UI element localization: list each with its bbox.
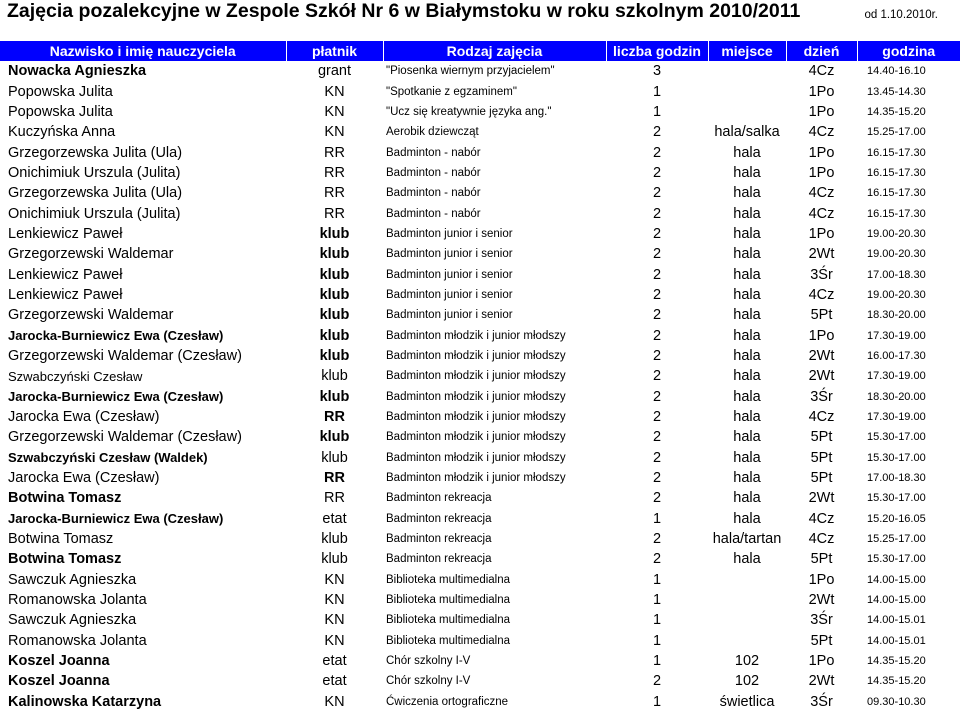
column-header-day: dzień bbox=[786, 41, 857, 61]
payer: RR bbox=[324, 185, 345, 202]
place: hala bbox=[733, 246, 761, 263]
time: 14.00-15.00 bbox=[867, 573, 926, 586]
place: 102 bbox=[734, 673, 760, 690]
time: 15.30-17.00 bbox=[867, 492, 926, 505]
payer: RR bbox=[324, 205, 345, 222]
payer: klub bbox=[321, 551, 348, 568]
hours: 1 bbox=[652, 592, 662, 609]
hours: 2 bbox=[652, 205, 662, 222]
place: hala bbox=[733, 551, 761, 568]
teacher-name: Lenkiewicz Paweł bbox=[8, 266, 123, 283]
hours: 3 bbox=[652, 63, 662, 80]
payer: klub bbox=[321, 368, 348, 385]
day: 1Po bbox=[808, 164, 835, 181]
time: 19.00-20.30 bbox=[867, 227, 926, 240]
teacher-name: Botwina Tomasz bbox=[8, 551, 122, 568]
teacher-name: Jarocka-Burniewicz Ewa (Czesław) bbox=[8, 328, 224, 344]
activity: Badminton junior i senior bbox=[386, 288, 513, 301]
day: 1Po bbox=[808, 103, 835, 120]
day: 1Po bbox=[808, 144, 835, 161]
payer: klub bbox=[319, 225, 350, 242]
teacher-name: Sawczuk Agnieszka bbox=[8, 571, 137, 588]
hours: 2 bbox=[652, 531, 662, 548]
activity: Biblioteka multimedialna bbox=[386, 594, 511, 607]
place: hala bbox=[733, 470, 761, 487]
teacher-name: Popowska Julita bbox=[8, 103, 113, 120]
place: hala bbox=[733, 327, 761, 344]
column-header-hours: liczba godzin bbox=[606, 41, 708, 61]
time: 19.00-20.30 bbox=[867, 248, 926, 261]
time: 17.30-19.00 bbox=[867, 370, 926, 383]
payer: KN bbox=[324, 612, 345, 629]
place: hala bbox=[733, 286, 761, 303]
time: 14.35-15.20 bbox=[867, 675, 926, 688]
table-row bbox=[0, 570, 960, 590]
activity: Badminton rekreacja bbox=[386, 533, 492, 546]
time: 14.35-15.20 bbox=[867, 655, 926, 668]
teacher-name: Szwabczyński Czesław (Waldek) bbox=[8, 450, 208, 466]
time: 15.25-17.00 bbox=[867, 533, 926, 546]
payer: klub bbox=[319, 388, 350, 405]
activity: Badminton młodzik i junior młodszy bbox=[386, 451, 566, 464]
time: 16.15-17.30 bbox=[867, 207, 926, 220]
day: 2Wt bbox=[808, 368, 835, 385]
column-header-activity: Rodzaj zajęcia bbox=[383, 41, 606, 61]
place: hala bbox=[733, 368, 761, 385]
place bbox=[708, 61, 786, 81]
teacher-name: Koszel Joanna bbox=[8, 673, 110, 690]
table-row bbox=[0, 305, 960, 325]
activity: Badminton młodzik i junior młodszy bbox=[386, 411, 566, 424]
table-row bbox=[0, 651, 960, 671]
activity: Chór szkolny I-V bbox=[386, 655, 471, 668]
day: 5Pt bbox=[810, 307, 833, 324]
payer: klub bbox=[319, 246, 350, 263]
day: 5Pt bbox=[810, 632, 833, 649]
day: 5Pt bbox=[810, 449, 833, 466]
place bbox=[708, 570, 786, 590]
activity: "Ucz się kreatywnie języka ang." bbox=[386, 105, 552, 118]
payer: KN bbox=[324, 592, 345, 609]
hours: 2 bbox=[652, 266, 662, 283]
teacher-name: Grzegorzewski Waldemar (Czesław) bbox=[8, 429, 242, 446]
teacher-name: Szwabczyński Czesław bbox=[8, 368, 143, 384]
table-row bbox=[0, 529, 960, 549]
table-row bbox=[0, 122, 960, 142]
table-row bbox=[0, 671, 960, 691]
payer: etat bbox=[322, 653, 347, 670]
table-row bbox=[0, 81, 960, 101]
column-header-teacher: Nazwisko i imię nauczyciela bbox=[0, 41, 286, 61]
hours: 1 bbox=[652, 103, 662, 120]
table-row bbox=[0, 224, 960, 244]
teacher-name: Grzegorzewska Julita (Ula) bbox=[8, 185, 183, 202]
hours: 2 bbox=[652, 225, 662, 242]
table-row bbox=[0, 163, 960, 183]
valid-from-date: od 1.10.2010r. bbox=[864, 9, 938, 21]
hours: 2 bbox=[652, 368, 662, 385]
teacher-name: Jarocka Ewa (Czesław) bbox=[8, 409, 160, 426]
teacher-name: Nowacka Agnieszka bbox=[8, 63, 147, 80]
time: 17.30-19.00 bbox=[867, 329, 926, 342]
activity: Badminton młodzik i junior młodszy bbox=[386, 349, 566, 362]
table-row bbox=[0, 509, 960, 529]
payer: RR bbox=[324, 490, 345, 507]
day: 4Cz bbox=[808, 409, 835, 426]
day: 4Cz bbox=[808, 531, 835, 548]
table-row bbox=[0, 203, 960, 223]
activity: Badminton rekreacja bbox=[386, 492, 492, 505]
place: hala bbox=[733, 164, 761, 181]
time: 16.15-17.30 bbox=[867, 187, 926, 200]
activity: Badminton - nabór bbox=[386, 166, 481, 179]
day: 1Po bbox=[808, 225, 835, 242]
day: 2Wt bbox=[808, 592, 835, 609]
activity: Badminton młodzik i junior młodszy bbox=[386, 329, 566, 342]
activity: Badminton młodzik i junior młodszy bbox=[386, 431, 566, 444]
activity: Biblioteka multimedialna bbox=[386, 614, 511, 627]
place bbox=[708, 631, 786, 651]
day: 1Po bbox=[808, 653, 835, 670]
teacher-name: Sawczuk Agnieszka bbox=[8, 612, 137, 629]
activity: Aerobik dziewcząt bbox=[386, 126, 479, 139]
time: 17.00-18.30 bbox=[867, 268, 926, 281]
day: 4Cz bbox=[808, 63, 835, 80]
activity: "Piosenka wiernym przyjacielem" bbox=[386, 65, 555, 78]
header-row bbox=[0, 41, 960, 61]
payer: klub bbox=[319, 327, 350, 344]
hours: 1 bbox=[652, 571, 662, 588]
day: 4Cz bbox=[808, 185, 835, 202]
activity: Badminton młodzik i junior młodszy bbox=[386, 390, 566, 403]
place bbox=[708, 610, 786, 630]
table-row bbox=[0, 427, 960, 447]
hours: 2 bbox=[652, 286, 662, 303]
place: 102 bbox=[734, 653, 760, 670]
hours: 2 bbox=[652, 490, 662, 507]
time: 14.35-15.20 bbox=[867, 105, 926, 118]
time: 18.30-20.00 bbox=[867, 390, 926, 403]
teacher-name: Botwina Tomasz bbox=[8, 531, 114, 548]
time: 15.30-17.00 bbox=[867, 431, 926, 444]
activity: Badminton junior i senior bbox=[386, 268, 513, 281]
activity: Badminton junior i senior bbox=[386, 227, 513, 240]
payer: grant bbox=[317, 63, 352, 80]
table-row bbox=[0, 448, 960, 468]
payer: klub bbox=[319, 266, 350, 283]
activity: Chór szkolny I-V bbox=[386, 675, 471, 688]
payer: RR bbox=[324, 144, 345, 161]
time: 16.15-17.30 bbox=[867, 146, 926, 159]
time: 15.30-17.00 bbox=[867, 553, 926, 566]
payer: RR bbox=[324, 164, 345, 181]
payer: KN bbox=[324, 124, 345, 141]
table-row bbox=[0, 244, 960, 264]
place: hala bbox=[733, 185, 761, 202]
activity: Badminton - nabór bbox=[386, 146, 481, 159]
day: 3Śr bbox=[810, 266, 833, 283]
day: 3Śr bbox=[810, 693, 833, 710]
day: 2Wt bbox=[808, 673, 835, 690]
table-row bbox=[0, 631, 960, 651]
teacher-name: Grzegorzewski Waldemar bbox=[8, 307, 174, 324]
place: hala bbox=[733, 307, 761, 324]
hours: 2 bbox=[652, 164, 662, 181]
column-header-time: godzina bbox=[857, 41, 960, 61]
teacher-name: Lenkiewicz Paweł bbox=[8, 286, 123, 303]
hours: 2 bbox=[652, 144, 662, 161]
table-row bbox=[0, 366, 960, 386]
time: 17.00-18.30 bbox=[867, 472, 926, 485]
table-row bbox=[0, 183, 960, 203]
place bbox=[708, 81, 786, 101]
table-row bbox=[0, 325, 960, 345]
teacher-name: Popowska Julita bbox=[8, 83, 113, 100]
teacher-name: Jarocka-Burniewicz Ewa (Czesław) bbox=[8, 511, 224, 527]
payer: KN bbox=[324, 83, 345, 100]
day: 2Wt bbox=[808, 490, 835, 507]
activity: Badminton junior i senior bbox=[386, 248, 513, 261]
time: 09.30-10.30 bbox=[867, 695, 926, 708]
day: 1Po bbox=[808, 83, 835, 100]
time: 16.15-17.30 bbox=[867, 166, 926, 179]
teacher-name: Grzegorzewski Waldemar (Czesław) bbox=[8, 347, 242, 364]
place bbox=[708, 102, 786, 122]
payer: etat bbox=[322, 510, 347, 527]
time: 18.30-20.00 bbox=[867, 309, 926, 322]
time: 13.45-14.30 bbox=[867, 85, 926, 98]
payer: KN bbox=[324, 693, 345, 710]
activity: Badminton - nabór bbox=[386, 187, 481, 200]
table-row bbox=[0, 549, 960, 569]
place: hala bbox=[733, 449, 761, 466]
table-row bbox=[0, 468, 960, 488]
hours: 2 bbox=[652, 409, 662, 426]
place: hala bbox=[733, 510, 761, 527]
hours: 2 bbox=[652, 388, 662, 405]
day: 5Pt bbox=[810, 551, 833, 568]
teacher-name: Grzegorzewski Waldemar bbox=[8, 246, 174, 263]
day: 4Cz bbox=[808, 124, 835, 141]
page-title: Zajęcia pozalekcyjne w Zespole Szkół Nr 6 w Białymstoku w roku szkolnym 2010/2011 bbox=[7, 0, 801, 22]
time: 15.20-16.05 bbox=[867, 512, 926, 525]
payer: klub bbox=[319, 429, 350, 446]
activity: Biblioteka multimedialna bbox=[386, 634, 511, 647]
payer: RR bbox=[324, 470, 345, 487]
place bbox=[708, 590, 786, 610]
table-row bbox=[0, 346, 960, 366]
activity: Badminton rekreacja bbox=[386, 512, 492, 525]
table-row bbox=[0, 407, 960, 427]
place: hala bbox=[733, 266, 761, 283]
teacher-name: Kuczyńska Anna bbox=[8, 124, 116, 141]
hours: 2 bbox=[652, 347, 662, 364]
time: 14.00-15.01 bbox=[867, 634, 926, 647]
time: 15.25-17.00 bbox=[867, 126, 926, 139]
day: 1Po bbox=[808, 327, 835, 344]
activity: "Spotkanie z egzaminem" bbox=[386, 85, 517, 98]
day: 5Pt bbox=[810, 470, 833, 487]
hours: 2 bbox=[652, 246, 662, 263]
time: 19.00-20.30 bbox=[867, 288, 926, 301]
payer: klub bbox=[319, 347, 350, 364]
payer: klub bbox=[319, 286, 350, 303]
day: 5Pt bbox=[810, 429, 833, 446]
table-row bbox=[0, 488, 960, 508]
activity: Biblioteka multimedialna bbox=[386, 573, 511, 586]
table-row bbox=[0, 590, 960, 610]
day: 3Śr bbox=[810, 388, 833, 405]
teacher-name: Lenkiewicz Paweł bbox=[8, 225, 123, 242]
day: 4Cz bbox=[808, 510, 835, 527]
teacher-name: Romanowska Jolanta bbox=[8, 592, 147, 609]
payer: KN bbox=[324, 571, 345, 588]
teacher-name: Grzegorzewska Julita (Ula) bbox=[8, 144, 183, 161]
place: hala bbox=[733, 205, 761, 222]
payer: KN bbox=[324, 103, 345, 120]
table-row bbox=[0, 142, 960, 162]
hours: 2 bbox=[652, 185, 662, 202]
activity: Badminton młodzik i junior młodszy bbox=[386, 472, 566, 485]
hours: 2 bbox=[652, 429, 662, 446]
hours: 1 bbox=[652, 632, 662, 649]
teacher-name: Jarocka Ewa (Czesław) bbox=[8, 470, 160, 487]
table-row bbox=[0, 610, 960, 630]
time: 15.30-17.00 bbox=[867, 451, 926, 464]
place: hala bbox=[733, 144, 761, 161]
payer: KN bbox=[324, 632, 345, 649]
table-row bbox=[0, 264, 960, 284]
payer: klub bbox=[321, 449, 348, 466]
teacher-name: Kalinowska Katarzyna bbox=[8, 693, 162, 710]
place: hala bbox=[733, 347, 761, 364]
time: 14.40-16.10 bbox=[867, 65, 926, 78]
hours: 2 bbox=[652, 124, 662, 141]
time: 17.30-19.00 bbox=[867, 411, 926, 424]
hours: 2 bbox=[652, 327, 662, 344]
hours: 2 bbox=[652, 449, 662, 466]
hours: 1 bbox=[652, 510, 662, 527]
place: hala bbox=[733, 429, 761, 446]
payer: RR bbox=[324, 409, 345, 426]
day: 1Po bbox=[808, 571, 835, 588]
place: hala/tartan bbox=[712, 531, 782, 548]
payer: klub bbox=[319, 307, 350, 324]
payer: etat bbox=[322, 673, 347, 690]
activity: Badminton młodzik i junior młodszy bbox=[386, 370, 566, 383]
time: 14.00-15.01 bbox=[867, 614, 926, 627]
place: hala/salka bbox=[714, 124, 780, 141]
place: hala bbox=[733, 388, 761, 405]
place: świetlica bbox=[719, 693, 775, 710]
day: 2Wt bbox=[808, 246, 835, 263]
hours: 1 bbox=[652, 612, 662, 629]
teacher-name: Koszel Joanna bbox=[8, 653, 110, 670]
hours: 1 bbox=[652, 693, 662, 710]
teacher-name: Jarocka-Burniewicz Ewa (Czesław) bbox=[8, 389, 224, 405]
schedule-table bbox=[0, 41, 960, 712]
hours: 2 bbox=[652, 673, 662, 690]
time: 14.00-15.00 bbox=[867, 594, 926, 607]
place: hala bbox=[733, 409, 761, 426]
teacher-name: Onichimiuk Urszula (Julita) bbox=[8, 164, 181, 181]
activity: Ćwiczenia ortograficzne bbox=[386, 695, 509, 708]
day: 3Śr bbox=[810, 612, 833, 629]
activity: Badminton rekreacja bbox=[386, 553, 492, 566]
hours: 2 bbox=[652, 470, 662, 487]
teacher-name: Onichimiuk Urszula (Julita) bbox=[8, 205, 181, 222]
table-row bbox=[0, 285, 960, 305]
teacher-name: Botwina Tomasz bbox=[8, 490, 122, 507]
day: 2Wt bbox=[808, 347, 835, 364]
day: 4Cz bbox=[808, 205, 835, 222]
teacher-name: Romanowska Jolanta bbox=[8, 632, 147, 649]
hours: 2 bbox=[652, 551, 662, 568]
hours: 1 bbox=[652, 653, 662, 670]
activity: Badminton - nabór bbox=[386, 207, 481, 220]
column-header-payer: płatnik bbox=[286, 41, 383, 61]
activity: Badminton junior i senior bbox=[386, 309, 513, 322]
day: 4Cz bbox=[808, 286, 835, 303]
table-row bbox=[0, 102, 960, 122]
column-header-place: miejsce bbox=[708, 41, 786, 61]
hours: 2 bbox=[652, 307, 662, 324]
time: 16.00-17.30 bbox=[867, 349, 926, 362]
place: hala bbox=[733, 490, 761, 507]
table-row bbox=[0, 387, 960, 407]
payer: klub bbox=[321, 531, 348, 548]
hours: 1 bbox=[652, 83, 662, 100]
place: hala bbox=[733, 225, 761, 242]
table-row bbox=[0, 61, 960, 81]
